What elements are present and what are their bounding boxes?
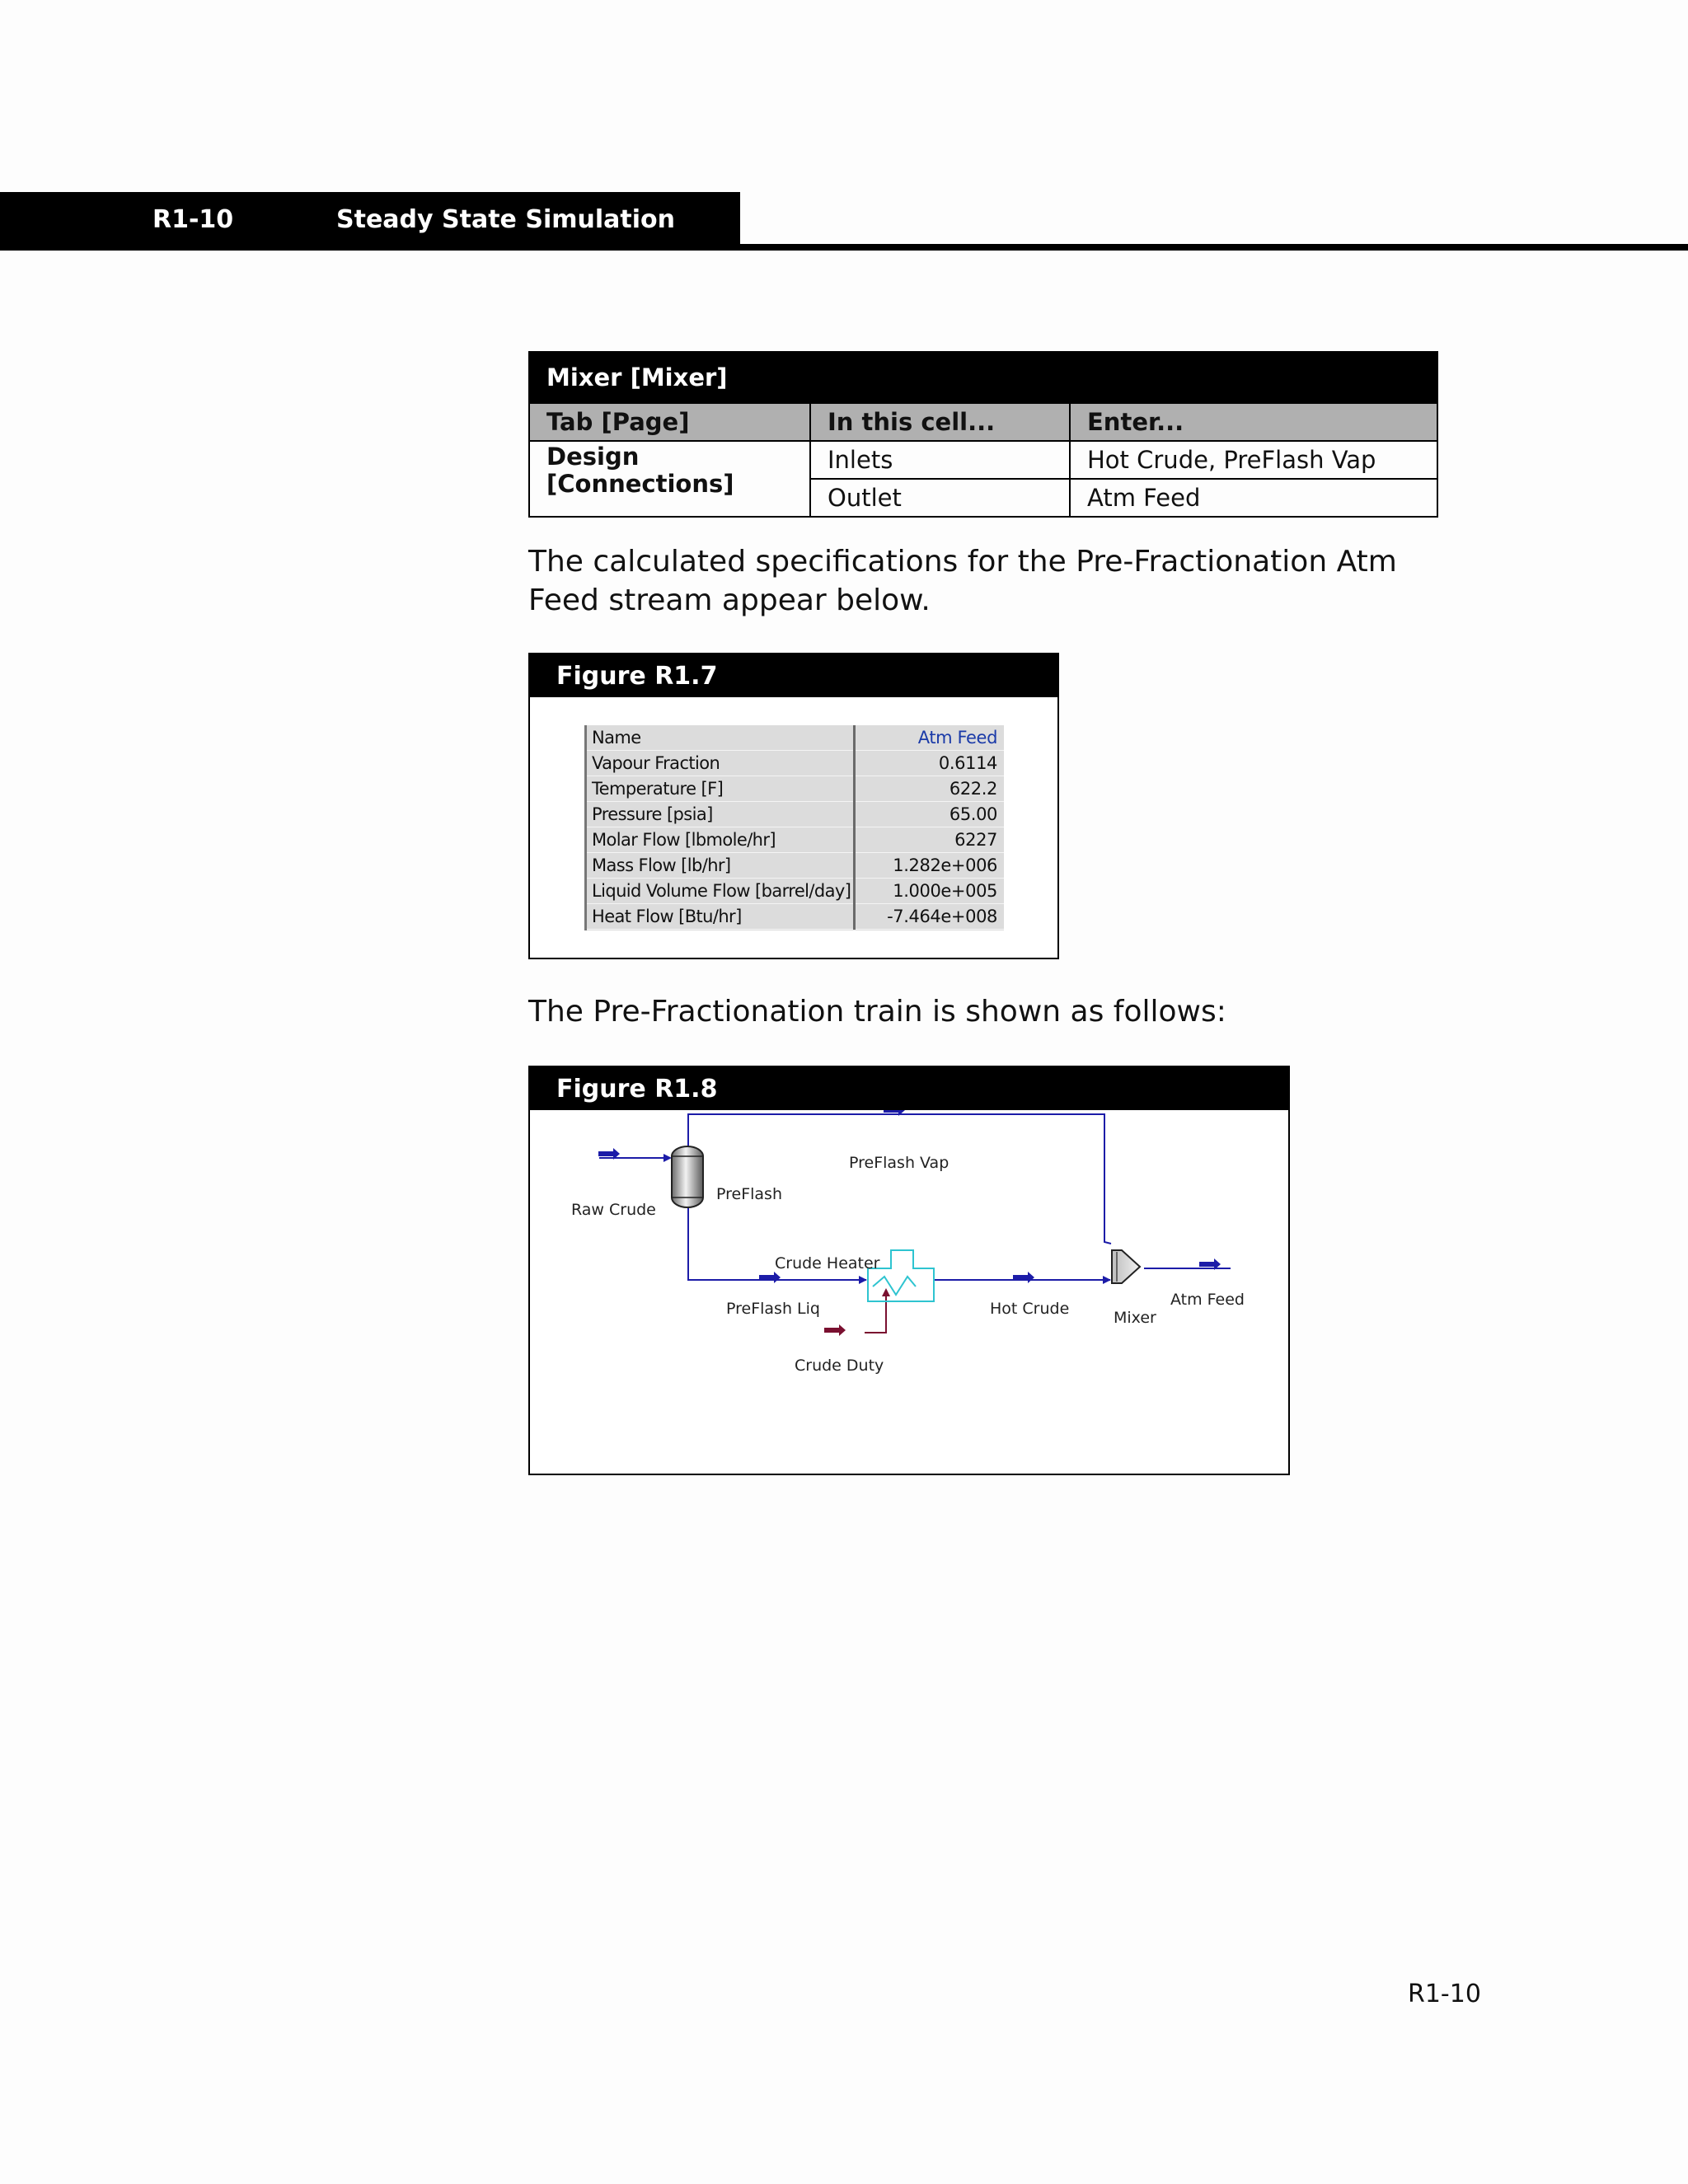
column-header: Tab [Page] [529,403,810,441]
body-paragraph: The Pre-Fractionation train is shown as follows: [528,995,1226,1029]
preflash-label: PreFlash [716,1185,782,1203]
figure-r1-7 [528,653,1059,959]
hot-crude-label: Hot Crude [990,1300,1070,1318]
crude-heater-label: Crude Heater [775,1254,880,1272]
header-page-number: R1-10 [152,205,234,234]
property-row: Name Atm Feed [587,725,1004,751]
figure-r1-8 [528,1066,1290,1475]
mixer-label: Mixer [1114,1309,1156,1327]
preflash-liq-label: PreFlash Liq [726,1300,820,1318]
property-row: Liquid Volume Flow [barrel/day] 1.000e+005 [587,879,1004,904]
figure-caption: Figure R1.8 [530,1067,1288,1110]
process-flow-diagram [530,1110,1288,1472]
mixer-icon [1112,1250,1140,1283]
arrow-icon [824,1324,846,1336]
table-header-row [529,403,1437,441]
body-paragraph: The calculated specifications for the Pre-Fractionation Atm Feed stream appear below. [528,545,1397,617]
column-header: In this cell... [810,403,1070,441]
table-cell: Outlet [810,479,1070,517]
tab-page-cell [529,441,810,517]
arrow-icon [663,1154,672,1162]
figure-caption: Figure R1.7 [530,654,1057,697]
tab-name: Design [546,443,640,471]
arrow-icon [882,1288,890,1296]
running-header [0,192,740,248]
page-name: [Connections] [546,470,734,498]
column-header: Enter... [1070,403,1437,441]
preflash-vap-stream-line [688,1114,1111,1244]
arrow-icon [759,1272,781,1283]
preflash-separator-icon [672,1146,703,1207]
mixer-table [528,351,1438,518]
property-row: Pressure [psia] 65.00 [587,802,1004,827]
property-row: Temperature [F] 622.2 [587,776,1004,802]
footer-page-number: R1-10 [1408,1980,1481,2008]
atm-feed-label: Atm Feed [1170,1291,1245,1309]
header-section-title: Steady State Simulation [336,205,675,234]
raw-crude-label: Raw Crude [571,1201,656,1219]
property-row: Vapour Fraction 0.6114 [587,751,1004,776]
header-rule [0,244,1688,251]
table-row [529,441,1437,479]
property-row: Mass Flow [lb/hr] 1.282e+006 [587,853,1004,879]
property-row: Molar Flow [lbmole/hr] 6227 [587,827,1004,853]
table-caption: Mixer [Mixer] [529,352,1437,403]
arrow-icon [1013,1272,1034,1283]
property-row: Heat Flow [Btu/hr] -7.464e+008 [587,904,1004,930]
arrow-icon [859,1276,867,1284]
table-cell: Hot Crude, PreFlash Vap [1070,441,1437,479]
table-cell: Inlets [810,441,1070,479]
crude-duty-label: Crude Duty [795,1357,884,1375]
table-cell: Atm Feed [1070,479,1437,517]
preflash-vap-label: PreFlash Vap [849,1154,950,1172]
stream-properties-grid [584,725,1004,930]
arrow-icon [1103,1276,1111,1284]
